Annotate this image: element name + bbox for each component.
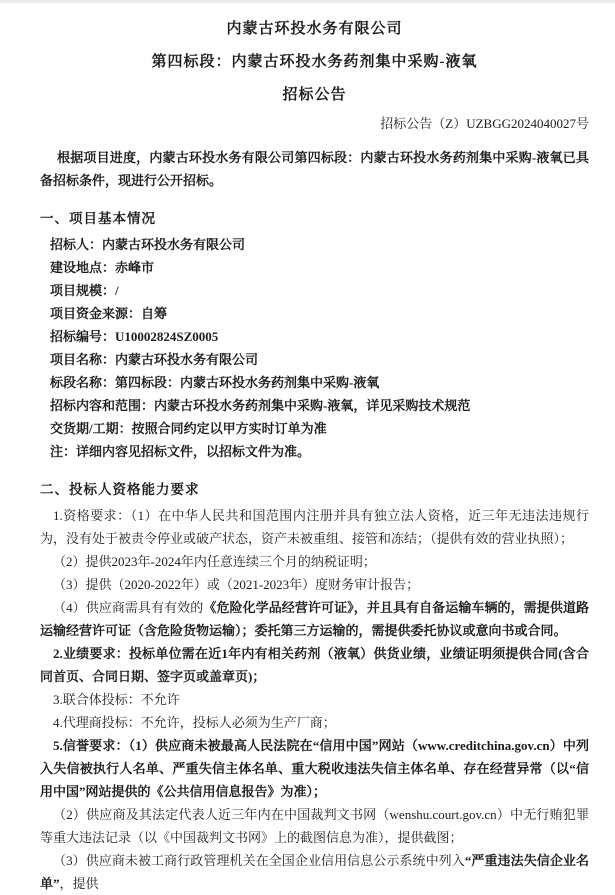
info-value: 内蒙古环投水务有限公司 (102, 237, 246, 252)
info-value: 自筹 (141, 306, 168, 321)
para-credit-requirement-2: （2）供应商及其法定代表人近三年内在中国裁判文书网（wenshu.court.gov.cn）中无行贿犯罪等重大违法记录（以《中国裁判文书网》上的截图信息为准），提供截图； (40, 807, 589, 845)
bidder-requirements-list (40, 504, 589, 895)
info-value: 详细内容见招标文件，以招标文件为准。 (76, 444, 311, 459)
info-delivery-period (50, 417, 589, 440)
info-label: 招标人： (50, 237, 103, 252)
info-label: 标段名称： (50, 375, 116, 390)
info-value: / (115, 283, 119, 298)
bidding-announcement-document (0, 3, 615, 895)
info-location (50, 256, 589, 279)
project-info-list (40, 233, 589, 463)
info-label: 招标编号： (50, 329, 116, 344)
info-scale (50, 279, 589, 302)
info-label: 交货期/工期： (50, 421, 132, 436)
para-hazardous-license (40, 596, 589, 642)
info-bidder (50, 233, 589, 256)
info-tender-number (50, 325, 589, 348)
info-note (50, 440, 589, 463)
info-label: 招标内容和范围： (50, 398, 155, 413)
document-number: 招标公告（Z）UZBGG2024040027号 (380, 116, 589, 131)
section2-heading: 二、投标人资格能力要求 (40, 482, 200, 497)
para-tail: ，提供 (59, 876, 99, 891)
title-section: 第四标段：内蒙古环投水务药剂集中采购-液氧 (151, 54, 478, 70)
para-audit-report: （3）提供（2020-2022年）或（2021-2023年）度财务审计报告； (53, 577, 420, 592)
intro-paragraph: 根据项目进度，内蒙古环投水务有限公司第四标段：内蒙古环投水务药剂集中采购-液氧已具备招标条件，现进行公开招标。 (40, 150, 589, 188)
info-value: 按照合同约定以甲方实时订单为准 (131, 421, 327, 436)
info-value: U10002824SZ0005 (115, 329, 219, 344)
info-value: 第四标段：内蒙古环投水务药剂集中采购-液氧 (115, 375, 380, 390)
para-emphasis: “严重违法失信企业名单” (40, 853, 589, 891)
para-lead: （4）供应商需具有有效的 (53, 600, 204, 615)
para-agent-bid: 4.代理商投标：不允许，投标人必须为生产厂商； (53, 715, 336, 730)
info-section-name (50, 371, 589, 394)
title-announcement-type: 招标公告 (282, 87, 347, 103)
title-company: 内蒙古环投水务有限公司 (226, 21, 403, 37)
info-value: 内蒙古环投水务有限公司 (115, 352, 259, 367)
info-value: 赤峰市 (115, 260, 155, 275)
info-scope (50, 394, 589, 417)
section1-heading: 一、项目基本情况 (40, 211, 156, 226)
info-value: 内蒙古环投水务药剂集中采购-液氧，详见采购技术规范 (154, 398, 471, 413)
para-credit-requirement-1: 5.信誉要求：（1）供应商未被最高人民法院在“信用中国”网站（www.creditchina.gov.cn）中列入失信被执行人名单、严重失信主体名单、重大税收违法失信主体名单、存在经营异常（以“信用中国”网站提供的《公共信用信息报告》为准）； (40, 738, 589, 799)
info-label: 注： (50, 444, 77, 459)
info-label: 项目资金来源： (50, 306, 142, 321)
para-consortium-bid: 3.联合体投标：不允许 (53, 692, 180, 707)
para-tax-certificate: （2）提供2023年-2024年内任意连续三个月的纳税证明； (53, 554, 376, 569)
para-credit-requirement-3 (40, 849, 589, 895)
info-label: 建设地点： (50, 260, 116, 275)
info-project-name (50, 348, 589, 371)
info-funding-source (50, 302, 589, 325)
info-label: 项目规模： (50, 283, 116, 298)
info-label: 项目名称： (50, 352, 116, 367)
para-emphasis: 《危险化学品经营许可证》，并且具有自备运输车辆的，需提供道路运输经营许可证（含危险货物运输）；委托第三方运输的，需提供委托协议或意向书或合同。 (40, 600, 589, 638)
para-lead: （3）供应商未被工商行政管理机关在全国企业信用信息公示系统中列入 (53, 853, 465, 868)
para-qualification: 1.资格要求：（1）在中华人民共和国范围内注册并具有独立法人资格，近三年无违法违规行为，没有处于被责令停业或破产状态，资产未被重组、接管和冻结；（提供有效的营业执照）； (40, 508, 589, 546)
para-performance-requirement: 2.业绩要求：投标单位需在近1年内有相关药剂（液氧）供货业绩，业绩证明须提供合同(含合同首页、合同日期、签字页或盖章页)； (40, 646, 589, 684)
